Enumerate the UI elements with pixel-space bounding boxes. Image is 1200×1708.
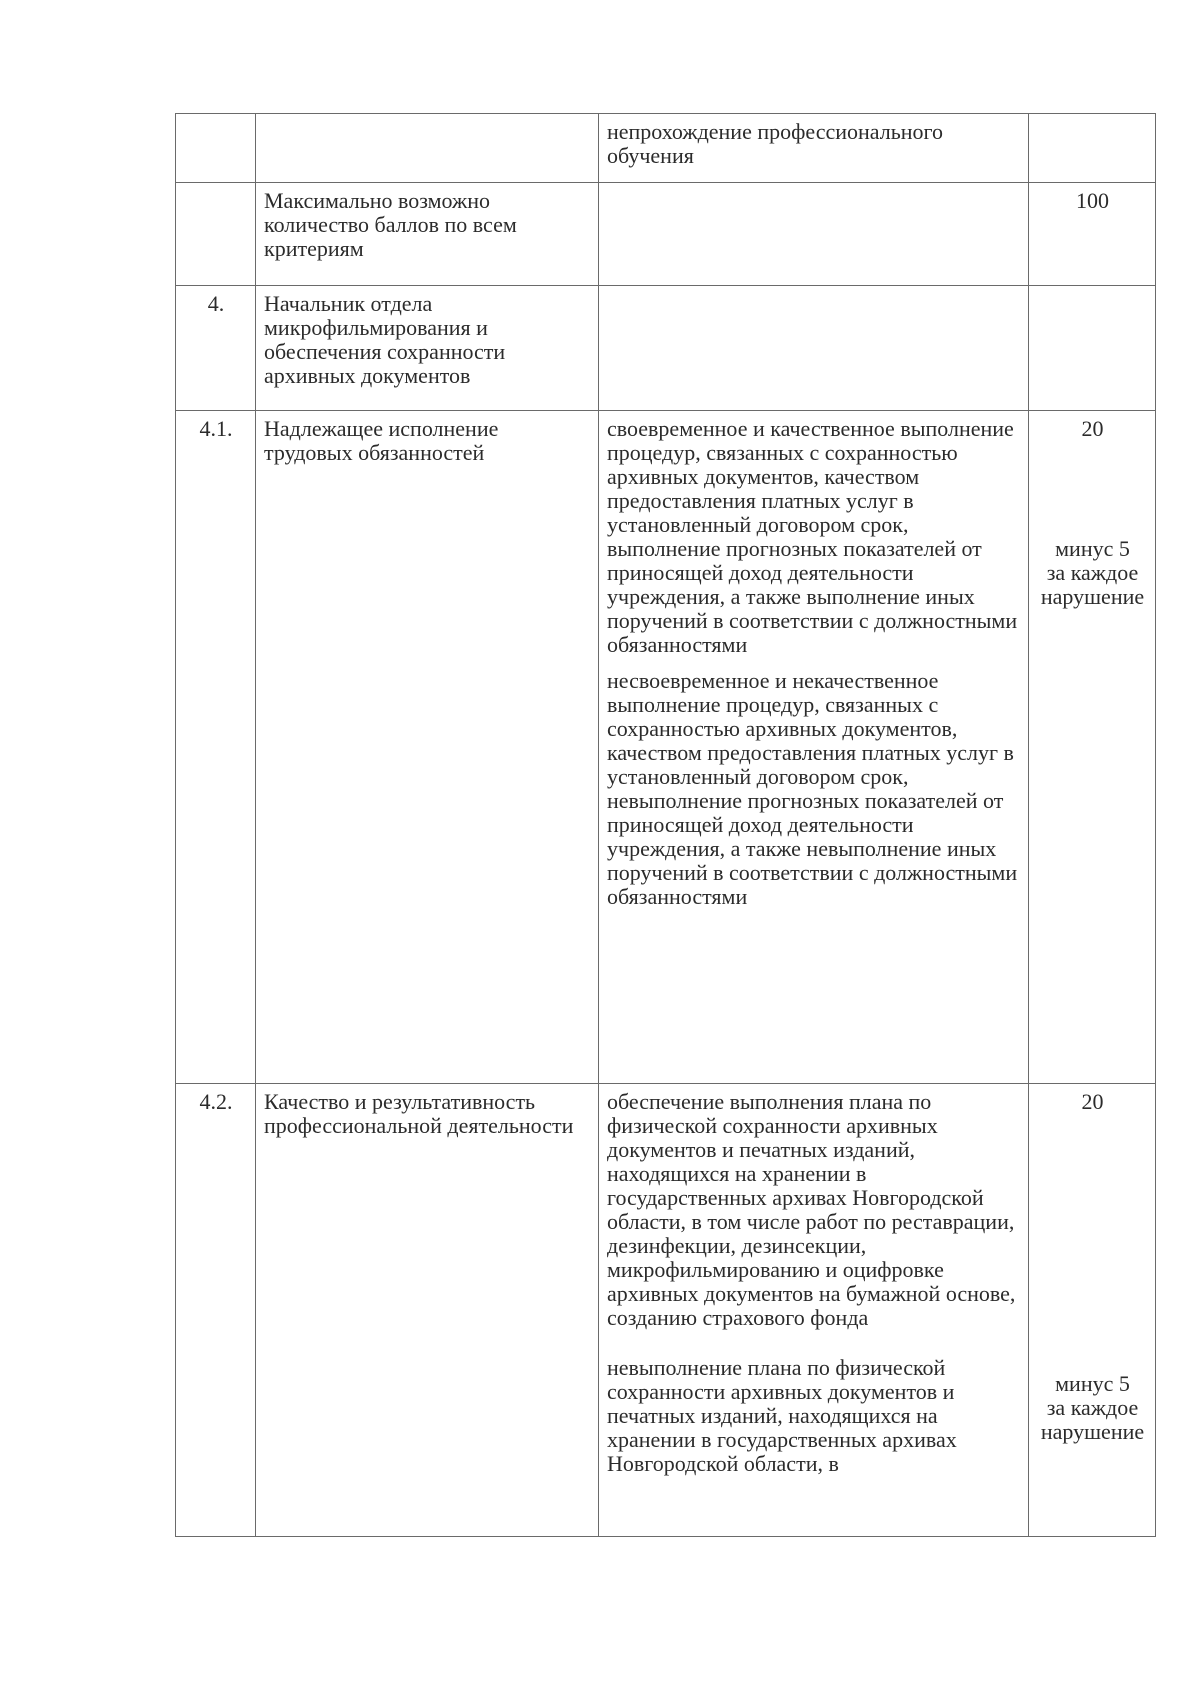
row-number-cell bbox=[176, 114, 256, 183]
score-cell bbox=[1029, 411, 1156, 1084]
score-cell bbox=[1029, 1084, 1156, 1537]
penalty-indicator-text: невыполнение плана по физической сохранности архивных документов и печатных изданий, находящихся на хранении в государственных архивах Новгородской области, в bbox=[607, 1355, 957, 1476]
score-cell bbox=[1029, 114, 1156, 183]
indicator-cell bbox=[599, 411, 1029, 1084]
indicator-cell bbox=[599, 286, 1029, 411]
penalty-note: за каждое нарушение bbox=[1040, 560, 1145, 609]
table-row bbox=[176, 286, 1156, 411]
indicator-cell bbox=[599, 114, 1029, 183]
table-row bbox=[176, 114, 1156, 183]
row-number-cell bbox=[176, 183, 256, 286]
penalty-value: минус 5 bbox=[1055, 1371, 1130, 1396]
table-row bbox=[176, 1084, 1156, 1537]
criterion-cell bbox=[256, 114, 599, 183]
penalty-value: минус 5 bbox=[1055, 536, 1130, 561]
row-number-cell: 4.2. bbox=[176, 1084, 256, 1537]
score-cell: 100 bbox=[1029, 183, 1156, 286]
criterion-cell: Качество и результативность профессиональной деятельности bbox=[256, 1084, 599, 1537]
indicator-text: непрохождение профессионального обучения bbox=[607, 119, 943, 168]
row-number-cell: 4.1. bbox=[176, 411, 256, 1084]
score-cell bbox=[1029, 286, 1156, 411]
criterion-cell: Максимально возможно количество баллов по всем критериям bbox=[256, 183, 599, 286]
table-row bbox=[176, 411, 1156, 1084]
penalty-note: за каждое нарушение bbox=[1040, 1395, 1145, 1444]
table-row bbox=[176, 183, 1156, 286]
row-number-cell: 4. bbox=[176, 286, 256, 411]
score-value: 20 bbox=[1081, 1089, 1104, 1114]
penalty-indicator-text: несвоевременное и некачественное выполнение процедур, связанных с сохранностью архивных документов, качеством предоставления платных услуг в установленный договором срок, невыполнение прогнозных показателей от приносящей доход деятельности учреждения, а также невыполнение иных поручений в соответствии с должностными обязанностями bbox=[607, 668, 1018, 909]
criteria-table bbox=[175, 113, 1156, 1537]
indicator-text: своевременное и качественное выполнение процедур, связанных с сохранностью архивных документов, качеством предоставления платных услуг в установленный договором срок, выполнение прогнозных показателей от приносящей доход деятельности учреждения, а также выполнение иных поручений в соответствии с должностными обязанностями bbox=[607, 416, 1018, 657]
indicator-text: обеспечение выполнения плана по физической сохранности архивных документов и печатных изданий, находящихся на хранении в государственных архивах Новгородской области, в том числе работ по реставрации, дезинфекции, дезинсекции, микрофильмированию и оцифровке архивных документов на бумажной основе, созданию страхового фонда bbox=[607, 1089, 1016, 1330]
score-value: 20 bbox=[1081, 416, 1104, 441]
criterion-cell: Начальник отдела микрофильмирования и обеспечения сохранности архивных документов bbox=[256, 286, 599, 411]
indicator-cell bbox=[599, 1084, 1029, 1537]
criterion-cell: Надлежащее исполнение трудовых обязанностей bbox=[256, 411, 599, 1084]
indicator-cell bbox=[599, 183, 1029, 286]
